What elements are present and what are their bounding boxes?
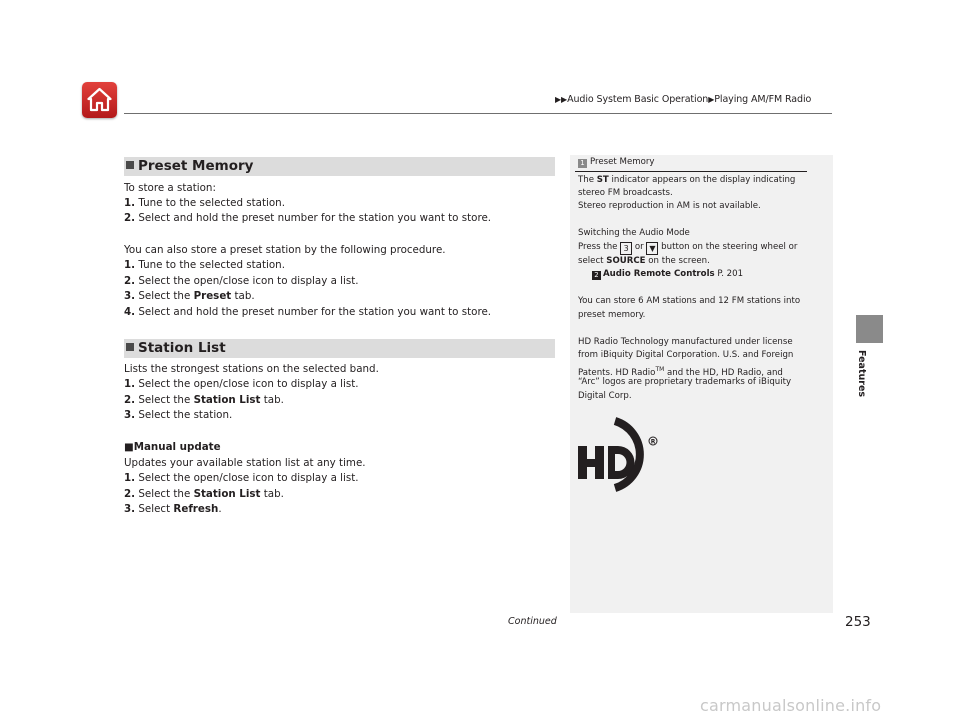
note-line: “Arc” logos are proprietary trademarks of iBiquity [578,377,792,387]
header-divider [124,113,832,114]
breadcrumb [555,94,811,105]
note-line: Patents. HD Radio™ and the HD, HD Radio, and [578,366,783,378]
note-line: preset memory. [578,310,646,320]
manual-update-heading: ■Manual update [124,441,221,453]
preset-also: You can also store a preset station by the following procedure. [124,244,446,256]
note-line: You can store 6 AM stations and 12 FM stations into [578,296,801,306]
manual-step-3: 3. Select Refresh. [124,503,222,515]
manual-step-2: 2. Select the Station List tab. [124,488,284,500]
manual-intro: Updates your available station list at any time. [124,457,366,469]
note-line: The ST indicator appears on the display indicating [578,175,796,185]
note-line: Switching the Audio Mode [578,228,690,238]
note-line: HD Radio Technology manufactured under license [578,337,793,347]
preset-step-a2: 2. Select and hold the preset number for the station you want to store. [124,212,492,224]
note-line: select SOURCE on the screen. [578,256,710,266]
square-bullet-icon [126,161,134,169]
preset-step-b1: 1. Tune to the selected station. [124,259,285,271]
section-heading-preset-memory: Preset Memory [124,157,555,176]
preset-step-b3: 3. Select the Preset tab. [124,290,255,302]
note-line: Stereo reproduction in AM is not available. [578,201,761,211]
station-step-2: 2. Select the Station List tab. [124,394,284,406]
reference-link-audio-remote[interactable]: 2 Audio Remote Controls P. 201 [592,268,743,282]
preset-intro: To store a station: [124,182,216,194]
svg-text:R: R [650,438,656,446]
breadcrumb-link-audio[interactable]: Audio System Basic Operation [567,94,709,105]
breadcrumb-arrow-icon: ▶ [708,95,715,104]
preset-step-b2: 2. Select the open/close icon to display a list. [124,275,359,287]
breadcrumb-arrow-icon: ▶▶ [555,95,568,104]
note-title: 1 Preset Memory [578,157,654,168]
volume-up-button-icon: 3 [620,242,632,255]
features-tab-marker[interactable] [856,315,883,343]
hd-radio-logo [578,416,660,496]
breadcrumb-current: Playing AM/FM Radio [714,94,812,105]
preset-step-b4: 4. Select and hold the preset number for the station you want to store. [124,306,492,318]
station-step-3: 3. Select the station. [124,409,233,421]
home-icon [87,87,112,113]
note-line: from iBiquity Digital Corporation. U.S. and Foreign [578,350,794,360]
down-arrow-button-icon: ▼ [646,242,658,255]
watermark: carmanualsonline.info [700,696,882,715]
page-number: 253 [845,614,871,630]
reference-arrow-icon: 2 [592,271,601,280]
continued-label: Continued [508,616,557,627]
note-divider [575,171,807,172]
note-line: Digital Corp. [578,391,632,401]
station-intro: Lists the strongest stations on the selected band. [124,363,379,375]
home-button[interactable] [82,82,117,118]
note-line: Press the 3 or ▼ button on the steering wheel or [578,242,798,253]
preset-step-a1: 1. Tune to the selected station. [124,197,285,209]
square-bullet-icon [126,343,134,351]
note-line: stereo FM broadcasts. [578,188,673,198]
manual-step-1: 1. Select the open/close icon to display a list. [124,472,359,484]
station-step-1: 1. Select the open/close icon to display a list. [124,378,359,390]
side-tab-label[interactable]: Features [856,350,867,398]
section-heading-station-list: Station List [124,339,555,358]
